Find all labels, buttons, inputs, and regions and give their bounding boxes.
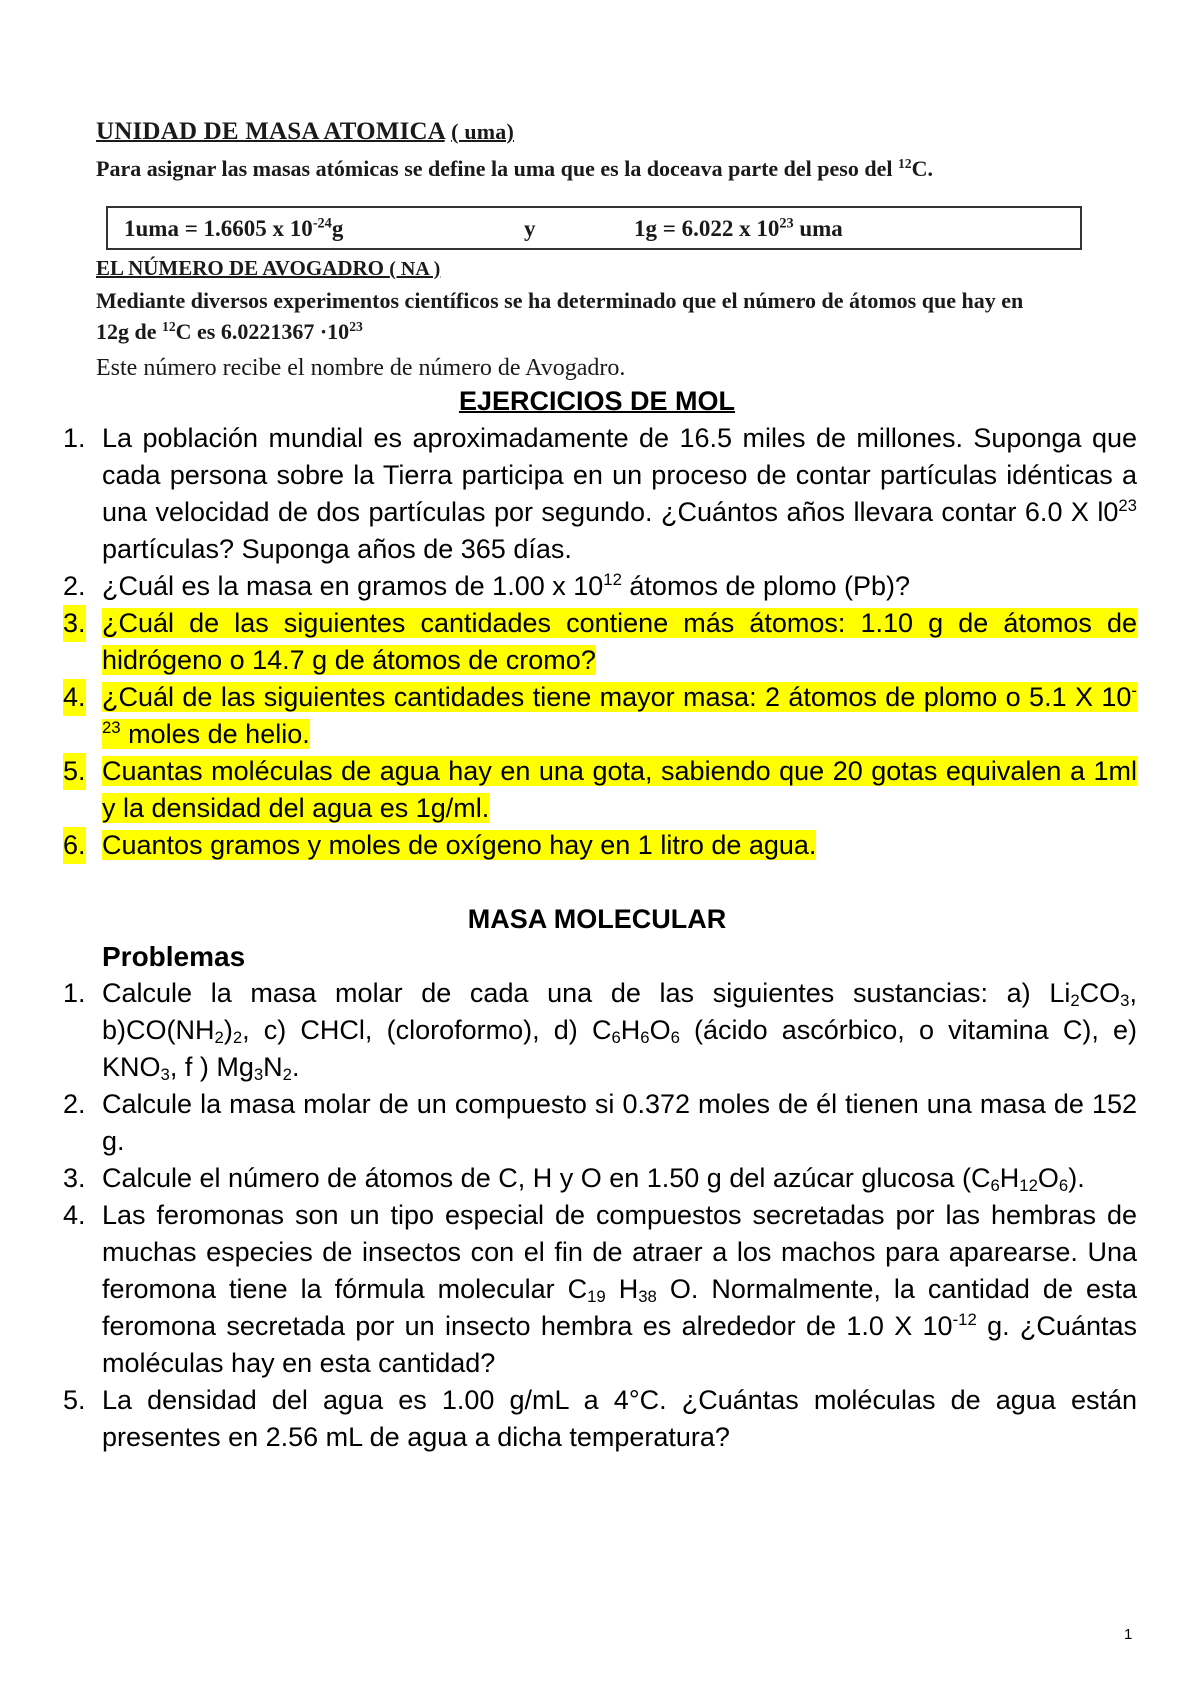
ejercicios-title: EJERCICIOS DE MOL: [458, 386, 736, 416]
masa-molecular-title: MASA MOLECULAR: [467, 904, 727, 934]
list-item: 1. La población mundial es aproximadamente de 16.5 miles de millones. Suponga que cada persona sobre la Tierra participa en un proceso de contar partículas idénticas a una velocidad de dos partículas por segundo. ¿Cuántos años llevara contar 6.0 X $l0^{23}$ partículas? Suponga años de 365 días.: [63, 423, 1137, 564]
list-item-highlighted: 4. ¿Cuál de las siguientes cantidades tiene mayor masa: 2 átomos de plomo o 5.1 X $10^{-23}$ moles de helio.: [63, 680, 1137, 749]
list-item: 1. Calcule la masa molar de cada una de las siguientes sustancias: a) $Li_2CO_3$, $b)CO(NH_2)_2$, c) CHCl, (cloroformo), d) $C_6H_6O_6$ (ácido ascórbico, o vitamina C), e) $KNO_3$, f ) $Mg_3N_2$.: [63, 978, 1137, 1085]
grams-to-uma: 1g = 6.022 x $10^{23}$ uma: [634, 215, 843, 241]
list-item: 3. Calcule el número de átomos de C, H y O en 1.50 g del azúcar glucosa $(C_6H_{12}O_6)$.: [63, 1163, 1085, 1196]
list-item-highlighted: 3. ¿Cuál de las siguientes cantidades contiene más átomos: 1.10 g de átomos de hidrógeno o 14.7 g de átomos de cromo?: [57, 605, 1137, 679]
list-item: 5. La densidad del agua es 1.00 g/mL a 4°C. ¿Cuántas moléculas de agua están presentes en 2.56 mL de agua a dicha temperatura?: [63, 1385, 1137, 1452]
box-connector: y: [524, 216, 536, 241]
spacer: [57, 864, 1137, 901]
avogadro-note: Este número recibe el nombre de número de Avogadro.: [96, 355, 626, 381]
uma-section: [96, 118, 1156, 182]
list-item: 2. Calcule la masa molar de un compuesto si 0.372 moles de él tienen una masa de 152 g.: [63, 1089, 1137, 1156]
list-item: 4. Las feromonas son un tipo especial de compuestos secretadas por las hembras de muchas especies de insectos con el fin de atraer a los machos para aparearse. Una feromona tiene la fórmula molecular $C_{19}$ $H_{38}$ O. Normalmente, la cantidad de esta feromona secretada por un insecto hembra es alrededor de 1.0 X $10^{-12}$ g. ¿Cuántas moléculas hay en esta cantidad?: [63, 1200, 1137, 1378]
avogadro-text: Mediante diversos experimentos científicos se ha determinado que el número de átomos que hay en 12g de $^{12}$C es $6.0221367 \cdot 10^{23}$: [96, 288, 1024, 344]
avogadro-heading: EL NÚMERO DE AVOGADRO ( NA ): [96, 256, 441, 280]
list-item: 2. ¿Cuál es la masa en gramos de 1.00 x $10^{12}$ átomos de plomo (Pb)?: [63, 569, 911, 601]
problemas-list: [57, 975, 1137, 1456]
page-number: 1: [1124, 1626, 1133, 1643]
ejercicios-list: [57, 420, 1137, 864]
uma-heading: UNIDAD DE MASA ATOMICA ( uma): [96, 118, 515, 145]
list-item-highlighted: 6. Cuantos gramos y moles de oxígeno hay en 1 litro de agua.: [57, 827, 1137, 864]
main-content: [57, 383, 1137, 1456]
uma-to-grams: 1uma = 1.6605 x $10^{-24}g$: [124, 215, 344, 241]
avogadro-section: [96, 256, 1166, 384]
uma-equivalence-box: [106, 206, 1082, 250]
list-item-highlighted: 5. Cuantas moléculas de agua hay en una gota, sabiendo que 20 gotas equivalen a 1ml y la densidad del agua es 1g/ml.: [57, 753, 1137, 827]
uma-definition: Para asignar las masas atómicas se define la uma que es la doceava parte del peso del $^{12}$C.: [96, 155, 933, 181]
problemas-subtitle: Problemas: [102, 941, 246, 972]
